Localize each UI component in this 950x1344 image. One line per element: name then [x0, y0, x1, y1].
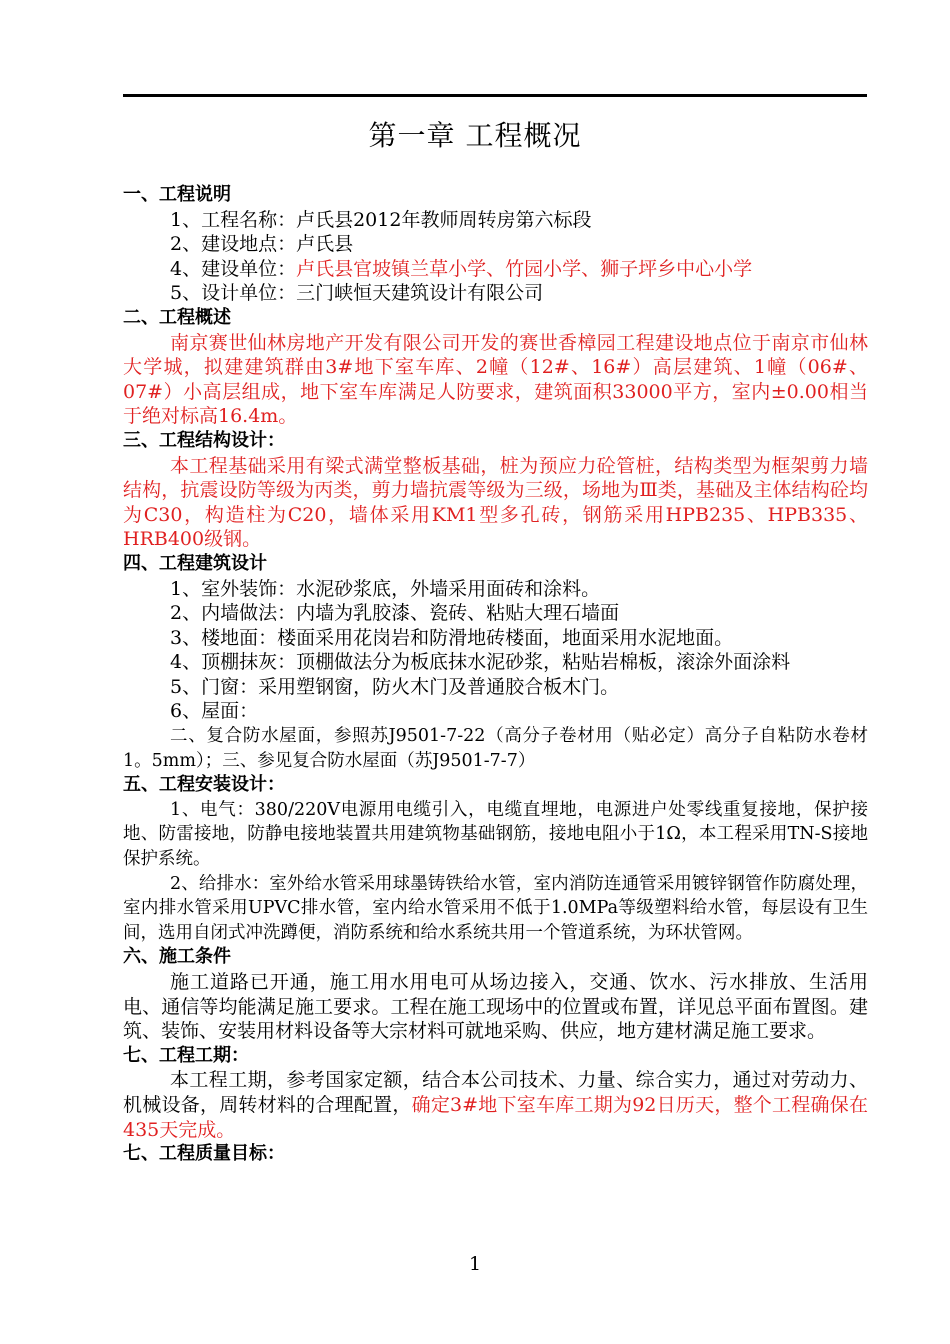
section-heading-3: 三、工程结构设计： — [123, 429, 285, 451]
schedule-text: 本工程工期，参考国家定额，结合本公司技术、力量、综合实力，通过对劳动力、机械设备，周转材料的合理配置， — [123, 1069, 868, 1116]
arch-item-3: 3、楼地面：楼面采用花岗岩和防滑地砖楼面，地面采用水泥地面。 — [170, 626, 734, 649]
arch-item-2: 2、内墙做法：内墙为乳胶漆、瓷砖、粘贴大理石墙面 — [170, 602, 620, 625]
section-heading-1: 一、工程说明 — [123, 184, 231, 205]
section-heading-8: 七、工程质量目标： — [123, 1143, 285, 1165]
project-location-line: 2、建设地点：卢氏县 — [170, 233, 354, 256]
document-body — [123, 183, 868, 1167]
structure-paragraph: 本工程基础采用有梁式满堂整板基础，桩为预应力砼管桩，结构类型为框架剪力墙结构，抗震设防等级为丙类，剪力墙抗震等级为三级，场地为Ⅲ类，基础及主体结构砼均为C30，构造柱为C20，墙体采用KM1型多孔砖，钢筋采用HPB235、HPB335、HRB400级钢。 — [123, 454, 868, 551]
header-rule — [123, 94, 867, 97]
project-name-line: 1、工程名称：卢氏县2012年教师周转房第六标段 — [170, 208, 592, 231]
schedule-red-text: 确定3#地下室车库工期为92日历天，整个工程确保在435天完成。 — [123, 1093, 868, 1141]
owner-value: 卢氏县官坡镇兰草小学、竹园小学、狮子坪乡中心小学 — [296, 257, 753, 280]
arch-item-6: 6、屋面： — [170, 700, 259, 723]
conditions-paragraph: 施工道路已开通，施工用水用电可从场边接入，交通、饮水、污水排放、生活用电、通信等均能满足施工要求。工程在施工现场中的位置或布置，详见总平面布置图。建筑、装饰、安装用材料设备等大宗材料可就地采购、供应，地方建材满足施工要求。 — [123, 971, 868, 1043]
overview-paragraph: 南京赛世仙林房地产开发有限公司开发的赛世香樟园工程建设地点位于南京市仙林大学城，拟建建筑群由3#地下室车库、2幢（12#、16#）高层建筑、1幢（06#、07#）小高层组成，地下室车库满足人防要求，建筑面积33000平方，室内±0.00相当于绝对标高16.4m。 — [123, 331, 868, 428]
arch-item-5: 5、门窗：采用塑钢窗，防火木门及普通胶合板木门。 — [170, 675, 620, 698]
owner-label: 4、建设单位： — [170, 257, 297, 280]
section-heading-5: 五、工程安装设计： — [123, 774, 285, 796]
schedule-paragraph — [123, 1068, 868, 1142]
arch-item-1: 1、室外装饰：水泥砂浆底，外墙采用面砖和涂料。 — [170, 577, 601, 600]
arch-item-4: 4、顶棚抹灰：顶棚做法分为板底抹水泥砂浆，粘贴岩棉板，滚涂外面涂料 — [170, 651, 791, 674]
section-heading-6: 六、施工条件 — [123, 946, 231, 968]
plumbing-paragraph: 2、给排水：室外给水管采用球墨铸铁给水管，室内消防连通管采用镀锌钢管作防腐处理，室内排水管采用UPVC排水管，室内给水管采用不低于1.0MPa等级塑料给水管，每层设有卫生间，选用自闭式冲洗蹲便，消防系统和给水系统共用一个管道系统，为环状管网。 — [123, 873, 868, 943]
page-number: 1 — [468, 1253, 482, 1275]
roof-paragraph: 二、复合防水屋面，参照苏J9501-7-22（高分子卷材用（贴必定）高分子自粘防水卷材1。5mm）；三、参见复合防水屋面（苏J9501-7-7） — [123, 726, 868, 771]
section-heading-2: 二、工程概述 — [123, 306, 231, 328]
section-heading-4: 四、工程建筑设计 — [123, 552, 267, 574]
designer-line: 5、设计单位：三门峡恒天建筑设计有限公司 — [170, 282, 544, 305]
section-heading-7: 七、工程工期： — [123, 1044, 249, 1066]
electrical-paragraph: 1、电气：380/220V电源用电缆引入，电缆直埋地，电源进户处零线重复接地，保护接地、防雷接地，防静电接地装置共用建筑物基础钢筋，接地电阻小于1Ω，本工程采用TN-S接地保护系统。 — [123, 799, 868, 870]
chapter-title: 第一章 工程概况 — [368, 119, 582, 152]
owner-line — [123, 257, 868, 282]
